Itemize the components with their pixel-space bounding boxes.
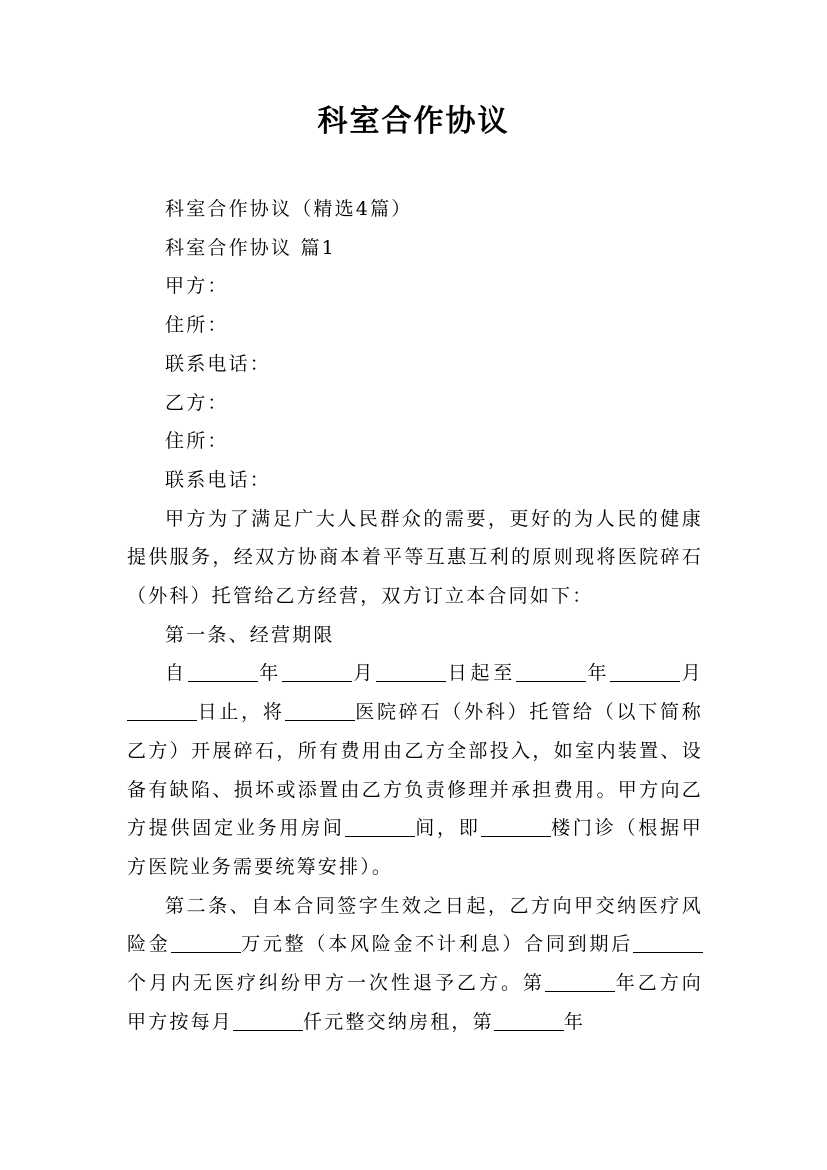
- clause-text: 第二条、自本合同签字生效之日起，乙方向甲交纳医疗风险金: [127, 894, 703, 956]
- clause-text: 年乙方向甲方按每月: [127, 972, 703, 1033]
- blank-line: [233, 1011, 303, 1031]
- document-body: [127, 190, 703, 1041]
- clause-text: 楼门诊（根据甲方医院业务需要统筹安排）。: [127, 817, 703, 878]
- blank-line: [285, 701, 355, 721]
- party-b-phone-label: 联系电话：: [165, 468, 272, 491]
- blank-line: [188, 662, 258, 682]
- party-b-address-label: 住所：: [165, 430, 229, 453]
- blank-line: [494, 1011, 564, 1031]
- party-b-label: 乙方：: [165, 391, 229, 414]
- clause-text: 日止，将: [197, 701, 285, 724]
- party-a-phone-label: 联系电话：: [165, 352, 272, 375]
- clause-text: 年: [563, 1010, 586, 1033]
- blank-line: [282, 662, 352, 682]
- blank-line: [610, 662, 680, 682]
- clause-text: 万元整（本风险金不计利息）合同到期后: [240, 933, 633, 956]
- blank-line: [345, 817, 415, 837]
- party-a-address-label: 住所：: [165, 314, 229, 337]
- blank-line: [171, 933, 241, 953]
- blank-line: [481, 817, 551, 837]
- blank-line: [127, 701, 197, 721]
- blank-line: [633, 933, 703, 953]
- clause-text: 仟元整交纳房租，第: [303, 1010, 494, 1033]
- clause-1-heading: 第一条、经营期限: [165, 623, 335, 646]
- document-title: 科室合作协议: [317, 104, 510, 139]
- blank-line: [516, 662, 586, 682]
- clause-text: 间，即: [414, 817, 481, 840]
- preamble-paragraph: 甲方为了满足广大人民群众的需要，更好的为人民的健康提供服务，经双方协商本着平等互惠互利的原则现将医院碎石（外科）托管给乙方经营，双方订立本合同如下：: [127, 507, 703, 608]
- blank-line: [376, 662, 446, 682]
- clause-text: 医院碎石（外科）托管给（以下简称乙方）开展碎石，所有费用由乙方全部投入，如室内装置、设备有缺陷、损坏或添置由乙方负责修理并承担费用。甲方向乙方提供固定业务用房间: [127, 701, 703, 840]
- party-a-label: 甲方：: [165, 275, 229, 298]
- subtitle-paragraph: 科室合作协议（精选4篇）: [165, 198, 413, 220]
- blank-line: [545, 972, 615, 992]
- clause-text: 日起至: [446, 662, 516, 685]
- clause-text: 自: [165, 662, 188, 685]
- clause-1-paragraph: [127, 654, 703, 886]
- clause-text: 年: [586, 662, 611, 685]
- clause-text: 个月内无医疗纠纷甲方一次性退予乙方。第: [127, 972, 545, 995]
- clause-2-paragraph: [127, 887, 703, 1042]
- clause-text: 月: [352, 662, 377, 685]
- clause-text: 年: [257, 662, 282, 685]
- section-heading: 科室合作协议 篇1: [165, 236, 336, 259]
- clause-text: 月: [680, 662, 703, 685]
